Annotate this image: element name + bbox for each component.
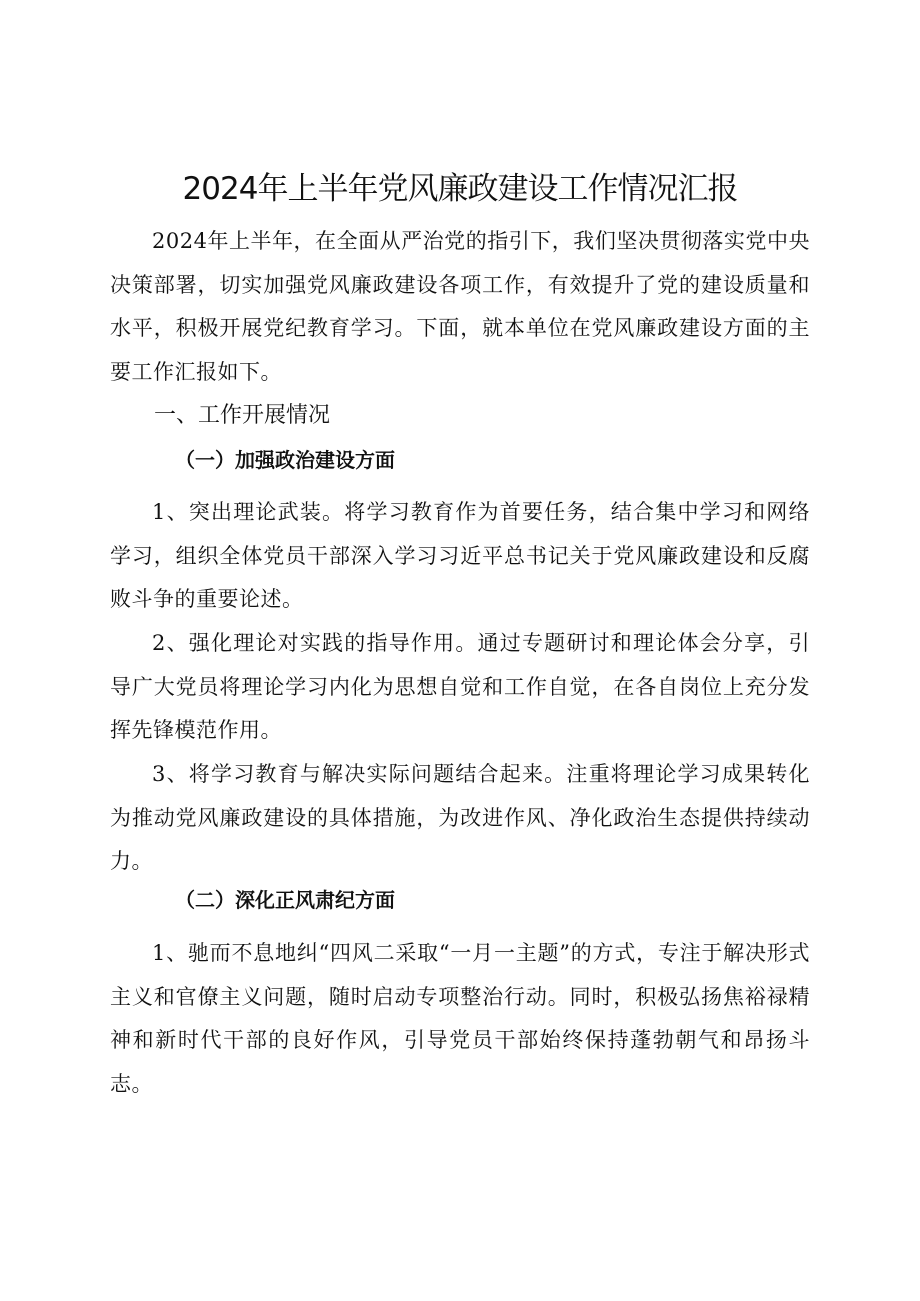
document-title: 2024年上半年党风廉政建设工作情况汇报 [182,171,738,207]
intro-paragraph: 2024年上半年，在全面从严治党的指引下，我们坚决贯彻落实党中央决策部署，切实加强党风廉政建设各项工作，有效提升了党的建设质量和水平，积极开展党纪教育学习。下面，就本单位在党风廉政建设方面的主要工作汇报如下。 [110,229,810,384]
list-item: 2、强化理论对实践的指导作用。通过专题研讨和理论体会分享，引导广大党员将理论学习内化为思想自觉和工作自觉，在各自岗位上充分发挥先锋模范作用。 [110,631,810,742]
section-heading: 一、工作开展情况 [154,403,331,428]
subsection-heading-2: （二）深化正风肃纪方面 [175,888,395,912]
list-item: 1、突出理论武装。将学习教育作为首要任务，结合集中学习和网络学习，组织全体党员干部深入学习习近平总书记关于党风廉政建设和反腐败斗争的重要论述。 [110,500,810,611]
list-item: 3、将学习教育与解决实际问题结合起来。注重将理论学习成果转化为推动党风廉政建设的具体措施，为改进作风、净化政治生态提供持续动力。 [110,762,810,873]
subsection-heading-1: （一）加强政治建设方面 [175,448,395,472]
list-item: 1、驰而不息地纠“四风二采取“一月一主题”的方式，专注于解决形式主义和官僚主义问题，随时启动专项整治行动。同时，积极弘扬焦裕禄精神和新时代干部的良好作风，引导党员干部始终保持蓬勃朝气和昂扬斗志。 [110,941,810,1096]
